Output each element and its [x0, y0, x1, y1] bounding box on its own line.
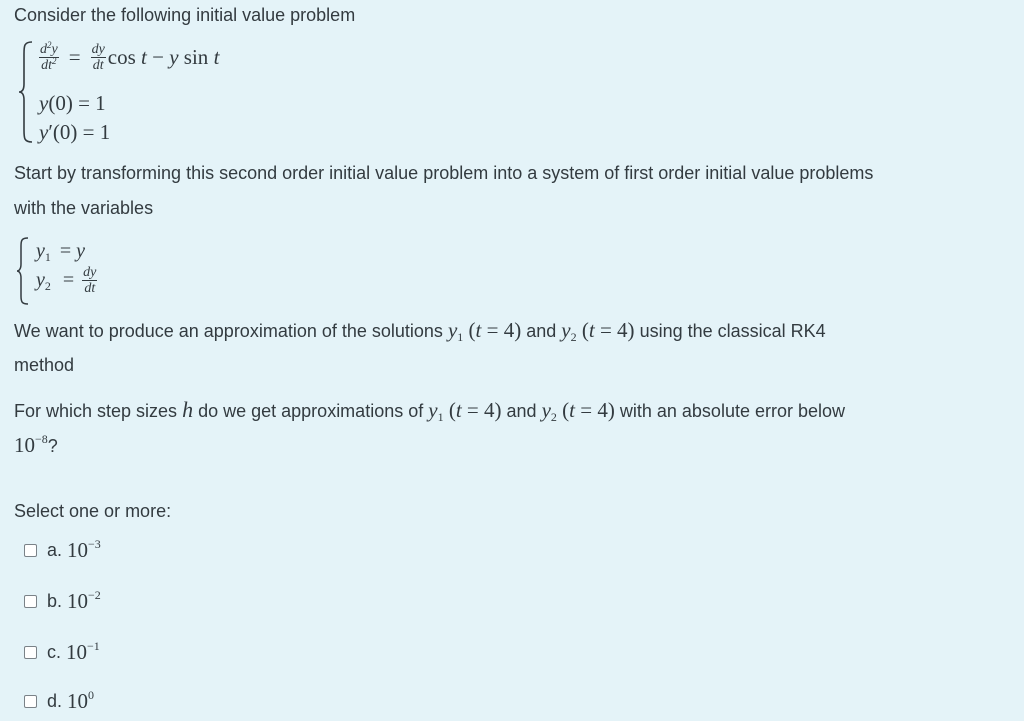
- option-b-value: $10^{-2}$: [67, 588, 101, 613]
- select-prompt: Select one or more:: [14, 501, 172, 521]
- option-c-value: $10^{-1}$: [66, 639, 100, 664]
- transform-text-2: with the variables: [14, 198, 154, 218]
- ivp-brace: [18, 40, 34, 144]
- system-row1: $y_1 = y$: [36, 240, 86, 264]
- equals-sign: =: [68, 45, 81, 69]
- transform-text-1: Start by transforming this second order initial value problem into a system of first order initial value problems: [14, 163, 874, 183]
- system-row2: $y_2$ = $\frac{dy}{dt}$: [36, 265, 97, 296]
- option-d[interactable]: [24, 689, 94, 714]
- option-b-letter: b.: [47, 591, 63, 611]
- option-c-checkbox[interactable]: [24, 646, 37, 659]
- option-a-value: $10^{-3}$: [67, 537, 101, 562]
- system-dy-dt-fraction: $\frac{dy}{dt}$: [83, 265, 97, 296]
- ivp-ic2: y′(0) = 1: [39, 120, 111, 144]
- option-d-letter: d.: [47, 691, 63, 711]
- d2y-dt2-fraction: $\frac{d^2y}{dt^2}$: [40, 40, 58, 73]
- option-b[interactable]: [24, 589, 101, 614]
- option-a[interactable]: [24, 538, 101, 563]
- option-a-checkbox[interactable]: [24, 544, 37, 557]
- step-text: For which step sizes h do we get approximations of $y_1$ (t = 4) and $y_2$ (t = 4) with an absolute error below: [14, 397, 845, 424]
- question-intro: Consider the following initial value problem: [14, 5, 356, 25]
- ivp-ode: [39, 42, 219, 73]
- option-c-letter: c.: [47, 642, 62, 662]
- option-a-letter: a.: [47, 540, 63, 560]
- dy-dt-fraction: $\frac{dy}{dt}$: [91, 42, 105, 73]
- ivp-ic1: y(0) = 1: [39, 91, 106, 115]
- system-brace: [16, 236, 30, 306]
- option-b-checkbox[interactable]: [24, 595, 37, 608]
- approx-text-1: We want to produce an approximation of the solutions $y_1$ (t = 4) and $y_2$ (t = 4) using the classical RK4: [14, 318, 826, 344]
- ode-rhs-tail: cos t − y sin t: [107, 45, 220, 69]
- step-threshold: $10^{-8}$?: [14, 432, 58, 457]
- option-d-value: $10^0$: [67, 688, 95, 713]
- approx-text-2: method: [14, 355, 75, 375]
- option-c[interactable]: [24, 640, 100, 665]
- option-d-checkbox[interactable]: [24, 695, 37, 708]
